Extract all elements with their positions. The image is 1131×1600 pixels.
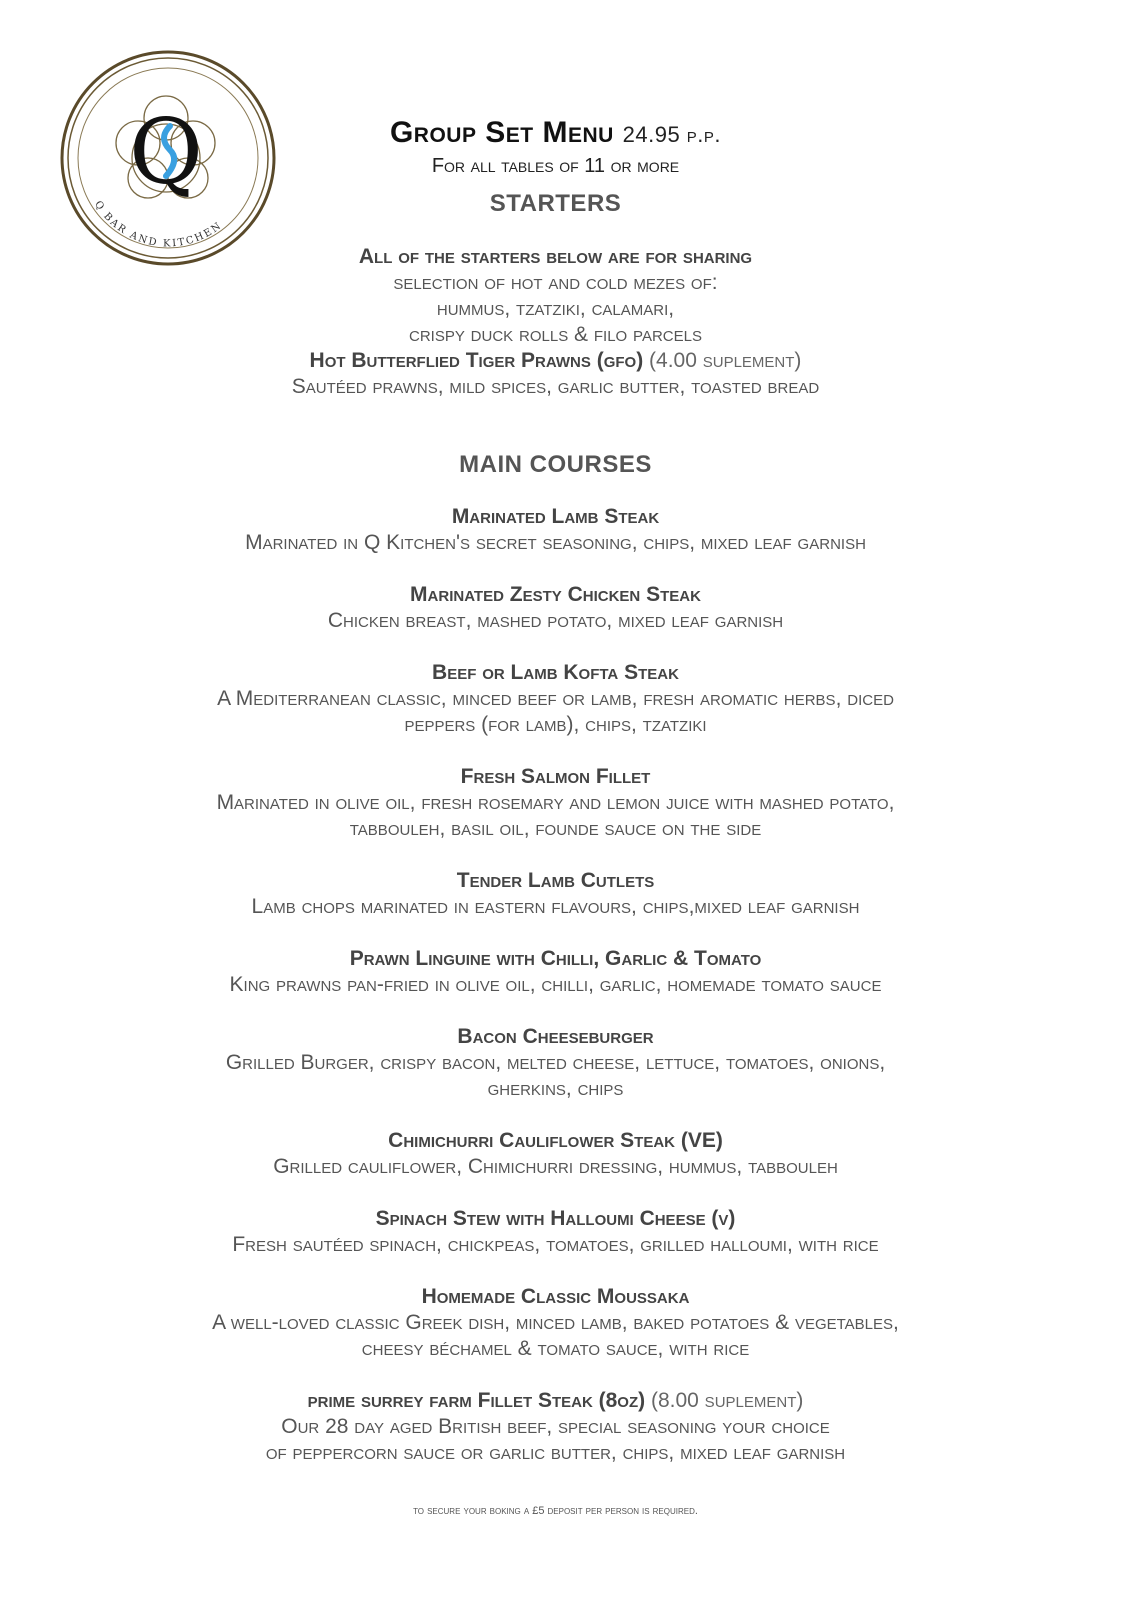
menu-item-description: Marinated in Q Kitchen's secret seasoning, chips, mixed leaf garnish xyxy=(245,531,866,554)
menu-subtitle: For all tables of 11 or more xyxy=(431,155,680,177)
menu-item xyxy=(0,1206,1111,1258)
main-courses-list xyxy=(0,504,1111,1492)
menu-item xyxy=(0,868,1111,920)
menu-item-description: Our 28 day aged British beef, special seasoning your choice xyxy=(281,1415,830,1438)
menu-item-name: Prawn Linguine with Chilli, Garlic & Tomato xyxy=(349,947,762,970)
deposit-footer-note: to secure your boking a £5 deposit per person is required. xyxy=(413,1505,698,1517)
menu-item xyxy=(0,1284,1111,1362)
starter-line: hummus, tzatziki, calamari, xyxy=(436,297,675,320)
menu-item-name: Homemade Classic Moussaka xyxy=(421,1285,690,1308)
menu-item-description: gherkins, chips xyxy=(487,1077,624,1100)
svg-text:Q BAR AND KITCHEN: Q BAR AND KITCHEN xyxy=(92,199,225,250)
sharing-title: All of the starters below are for sharing xyxy=(358,245,753,268)
menu-item-description: Chicken breast, mashed potato, mixed leaf garnish xyxy=(327,609,784,632)
prawns-title: Hot Butterflied Tiger Prawns (gfo) (4.00 suplement) xyxy=(309,349,802,372)
menu-item-name: Tender Lamb Cutlets xyxy=(456,869,655,892)
menu-item-description: cheesy béchamel & tomato sauce, with rice xyxy=(361,1337,750,1360)
menu-item-name: Marinated Lamb Steak xyxy=(451,505,660,528)
menu-item-name: Beef or Lamb Kofta Steak xyxy=(432,661,679,684)
menu-item-description: Marinated in olive oil, fresh rosemary and lemon juice with mashed potato, xyxy=(216,791,895,814)
menu-item xyxy=(0,1024,1111,1102)
menu-item-name: Fresh Salmon Fillet xyxy=(460,765,651,788)
menu-item-description: A well-loved classic Greek dish, minced lamb, baked potatoes & vegetables, xyxy=(212,1311,899,1334)
menu-item xyxy=(0,504,1111,556)
starter-line: crispy duck rolls & filo parcels xyxy=(409,323,702,346)
menu-item-description: Fresh sautéed spinach, chickpeas, tomatoes, grilled halloumi, with rice xyxy=(232,1233,879,1256)
menu-item xyxy=(0,1128,1111,1180)
menu-item-name: prime surrey farm Fillet Steak (8oz) (8.00 suplement) xyxy=(307,1389,804,1412)
menu-item xyxy=(0,582,1111,634)
supplement-note: (4.00 suplement) xyxy=(649,349,802,372)
starters-heading: STARTERS xyxy=(489,190,622,217)
menu-item-description: of peppercorn sauce or garlic butter, chips, mixed leaf garnish xyxy=(265,1441,846,1464)
menu-item xyxy=(0,1388,1111,1466)
prawns-description: Sautéed prawns, mild spices, garlic butter, toasted bread xyxy=(291,375,820,398)
svg-text:Q: Q xyxy=(129,100,203,205)
menu-item-name: Chimichurri Cauliflower Steak (VE) xyxy=(388,1129,723,1152)
starters-section xyxy=(0,244,1111,400)
menu-price: 24.95 p.p. xyxy=(622,122,722,147)
menu-item-description: Grilled Burger, crispy bacon, melted cheese, lettuce, tomatoes, onions, xyxy=(225,1051,886,1074)
menu-item-description: peppers (for lamb), chips, tzatziki xyxy=(404,713,707,736)
starter-line: selection of hot and cold mezes of: xyxy=(393,271,718,294)
menu-item xyxy=(0,764,1111,842)
menu-item xyxy=(0,946,1111,998)
menu-item-description: Grilled cauliflower, Chimichurri dressing, hummus, tabbouleh xyxy=(273,1155,838,1178)
menu-header xyxy=(0,114,1111,178)
menu-item xyxy=(0,660,1111,738)
menu-item-description: A Mediterranean classic, minced beef or lamb, fresh aromatic herbs, diced xyxy=(217,687,894,710)
menu-item-description: King prawns pan-fried in olive oil, chilli, garlic, homemade tomato sauce xyxy=(229,973,882,996)
supplement-note: (8.00 suplement) xyxy=(650,1389,804,1412)
main-courses-heading: MAIN COURSES xyxy=(459,451,652,478)
menu-item-name: Marinated Zesty Chicken Steak xyxy=(410,583,701,606)
menu-item-name: Spinach Stew with Halloumi Cheese (v) xyxy=(375,1207,736,1230)
menu-title: Group Set Menu 24.95 p.p. xyxy=(389,116,722,149)
menu-item-description: Lamb chops marinated in eastern flavours, chips,mixed leaf garnish xyxy=(251,895,860,918)
menu-item-description: tabbouleh, basil oil, founde sauce on the side xyxy=(349,817,762,840)
menu-item-name: Bacon Cheeseburger xyxy=(457,1025,654,1048)
